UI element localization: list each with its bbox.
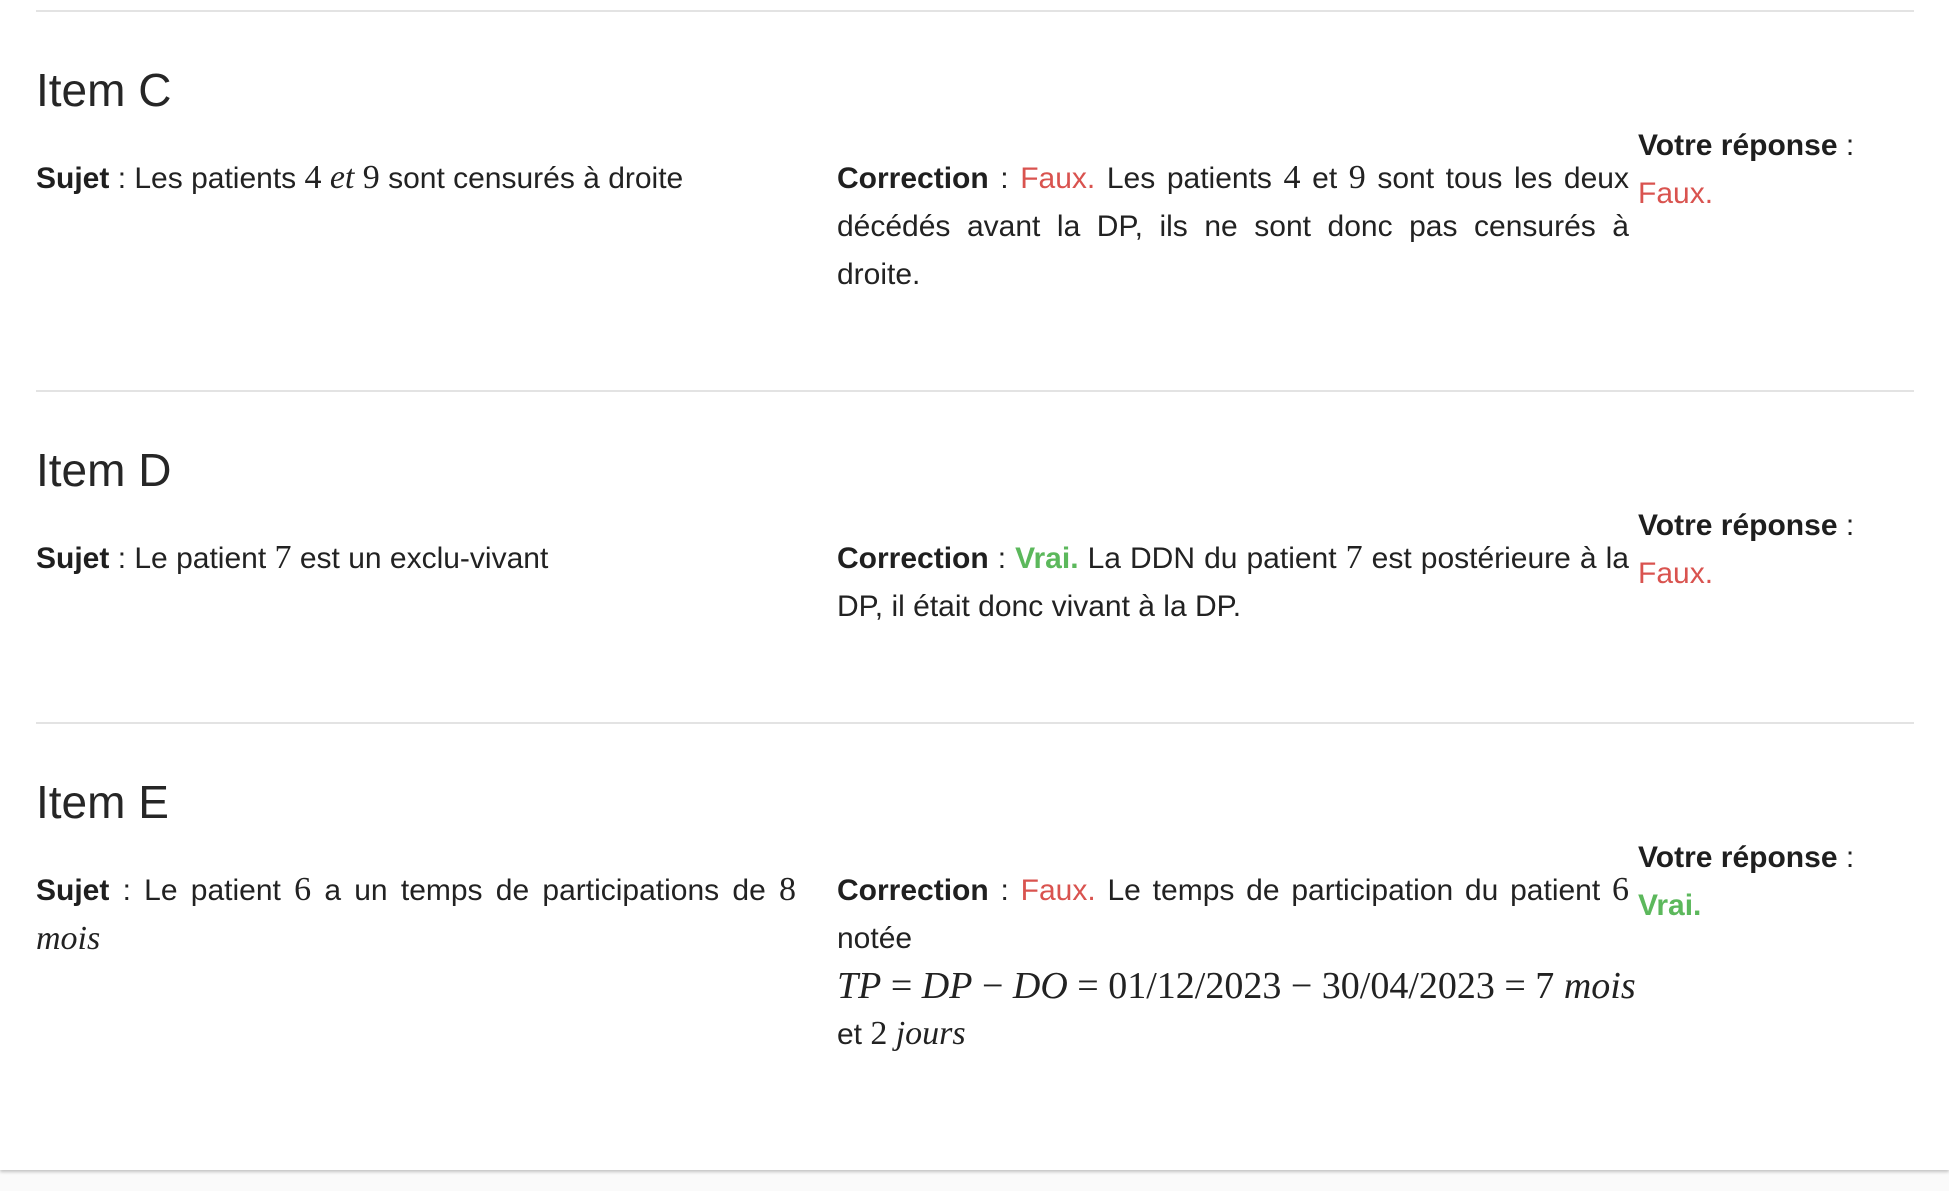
label-colon: : bbox=[988, 874, 1021, 907]
divider-d-e bbox=[36, 722, 1914, 724]
correction-text: notée bbox=[837, 922, 913, 955]
label-colon: : bbox=[1837, 841, 1855, 874]
votre-reponse-label: Votre réponse bbox=[1638, 841, 1838, 874]
reponse-value: Vrai. bbox=[1638, 889, 1702, 922]
item-correction bbox=[837, 154, 1629, 299]
correction-continuation bbox=[837, 1010, 1629, 1059]
sujet-text: Le patient bbox=[144, 874, 295, 907]
label-colon: : bbox=[1837, 129, 1855, 162]
correction-math: 2 bbox=[870, 1015, 888, 1052]
sujet-label: Sujet bbox=[36, 874, 110, 907]
formula-term: DO bbox=[1012, 965, 1068, 1007]
item-sujet bbox=[36, 866, 796, 964]
item-sujet bbox=[36, 154, 796, 203]
label-colon: : bbox=[988, 542, 1016, 575]
reponse-value: Faux. bbox=[1638, 557, 1714, 590]
correction-math: 6 bbox=[1612, 871, 1629, 908]
divider-c-d bbox=[36, 390, 1914, 392]
item-sujet bbox=[36, 534, 796, 583]
correction-label: Correction bbox=[837, 874, 989, 907]
sujet-text: Le patient bbox=[134, 542, 275, 575]
label-colon: : bbox=[109, 874, 145, 907]
correction-text: La DDN du patient bbox=[1078, 542, 1346, 575]
votre-reponse-label: Votre réponse bbox=[1638, 509, 1838, 542]
sujet-math: mois bbox=[36, 920, 101, 957]
correction-text: Le temps de participation du patient bbox=[1095, 874, 1612, 907]
sujet-text: est un exclu-vivant bbox=[291, 542, 549, 575]
item-reponse bbox=[1638, 834, 1914, 930]
correction-status: Faux. bbox=[1020, 874, 1096, 907]
sujet-math: 8 bbox=[779, 871, 796, 908]
item-title: Item D bbox=[36, 444, 172, 496]
label-colon: : bbox=[109, 542, 135, 575]
correction-math: 7 bbox=[1345, 539, 1363, 576]
formula-term: TP bbox=[837, 965, 882, 1007]
correction-label: Correction bbox=[837, 542, 989, 575]
item-title: Item C bbox=[36, 64, 172, 116]
sujet-text: Les patients bbox=[134, 162, 305, 195]
item-correction bbox=[837, 534, 1629, 631]
formula-term: DP bbox=[921, 965, 973, 1007]
label-colon: : bbox=[1837, 509, 1855, 542]
sujet-math: 4 bbox=[304, 159, 322, 196]
item-reponse bbox=[1638, 122, 1914, 218]
sujet-math: 9 bbox=[362, 159, 380, 196]
formula-values: = 01/12/2023 − 30/04/2023 = 7 bbox=[1067, 965, 1564, 1007]
correction-text: et bbox=[837, 1018, 871, 1051]
correction-label: Correction bbox=[837, 162, 989, 195]
correction-math: jours bbox=[895, 1015, 966, 1052]
label-colon: : bbox=[109, 162, 135, 195]
item-reponse bbox=[1638, 502, 1914, 598]
item-title: Item E bbox=[36, 776, 169, 828]
sujet-text: a un temps de participations de bbox=[311, 874, 779, 907]
formula-operator: = bbox=[881, 965, 922, 1007]
correction-status: Faux. bbox=[1020, 162, 1096, 195]
item-correction bbox=[837, 866, 1629, 963]
label-colon: : bbox=[988, 162, 1021, 195]
correction-text: et bbox=[1300, 162, 1349, 195]
divider-top bbox=[36, 10, 1914, 12]
sujet-math: 6 bbox=[294, 871, 312, 908]
votre-reponse-label: Votre réponse bbox=[1638, 129, 1838, 162]
reponse-value: Faux. bbox=[1638, 177, 1714, 210]
correction-math: 9 bbox=[1348, 159, 1366, 196]
correction-formula bbox=[837, 962, 1636, 1010]
correction-status: Vrai. bbox=[1015, 542, 1079, 575]
formula-operator: − bbox=[972, 965, 1013, 1007]
formula-term: mois bbox=[1563, 965, 1636, 1007]
sujet-math: et bbox=[329, 159, 355, 196]
sujet-label: Sujet bbox=[36, 162, 110, 195]
sujet-label: Sujet bbox=[36, 542, 110, 575]
sujet-math: 7 bbox=[274, 539, 292, 576]
correction-text: est postérieure à la DP, il était donc vivant à la DP. bbox=[837, 542, 1629, 623]
correction-text: Les patients bbox=[1095, 162, 1284, 195]
correction-text: sont tous les deux décédés avant la DP, ils ne sont donc pas censurés à droite. bbox=[837, 162, 1629, 291]
sujet-text: sont censurés à droite bbox=[379, 162, 684, 195]
correction-math: 4 bbox=[1283, 159, 1301, 196]
